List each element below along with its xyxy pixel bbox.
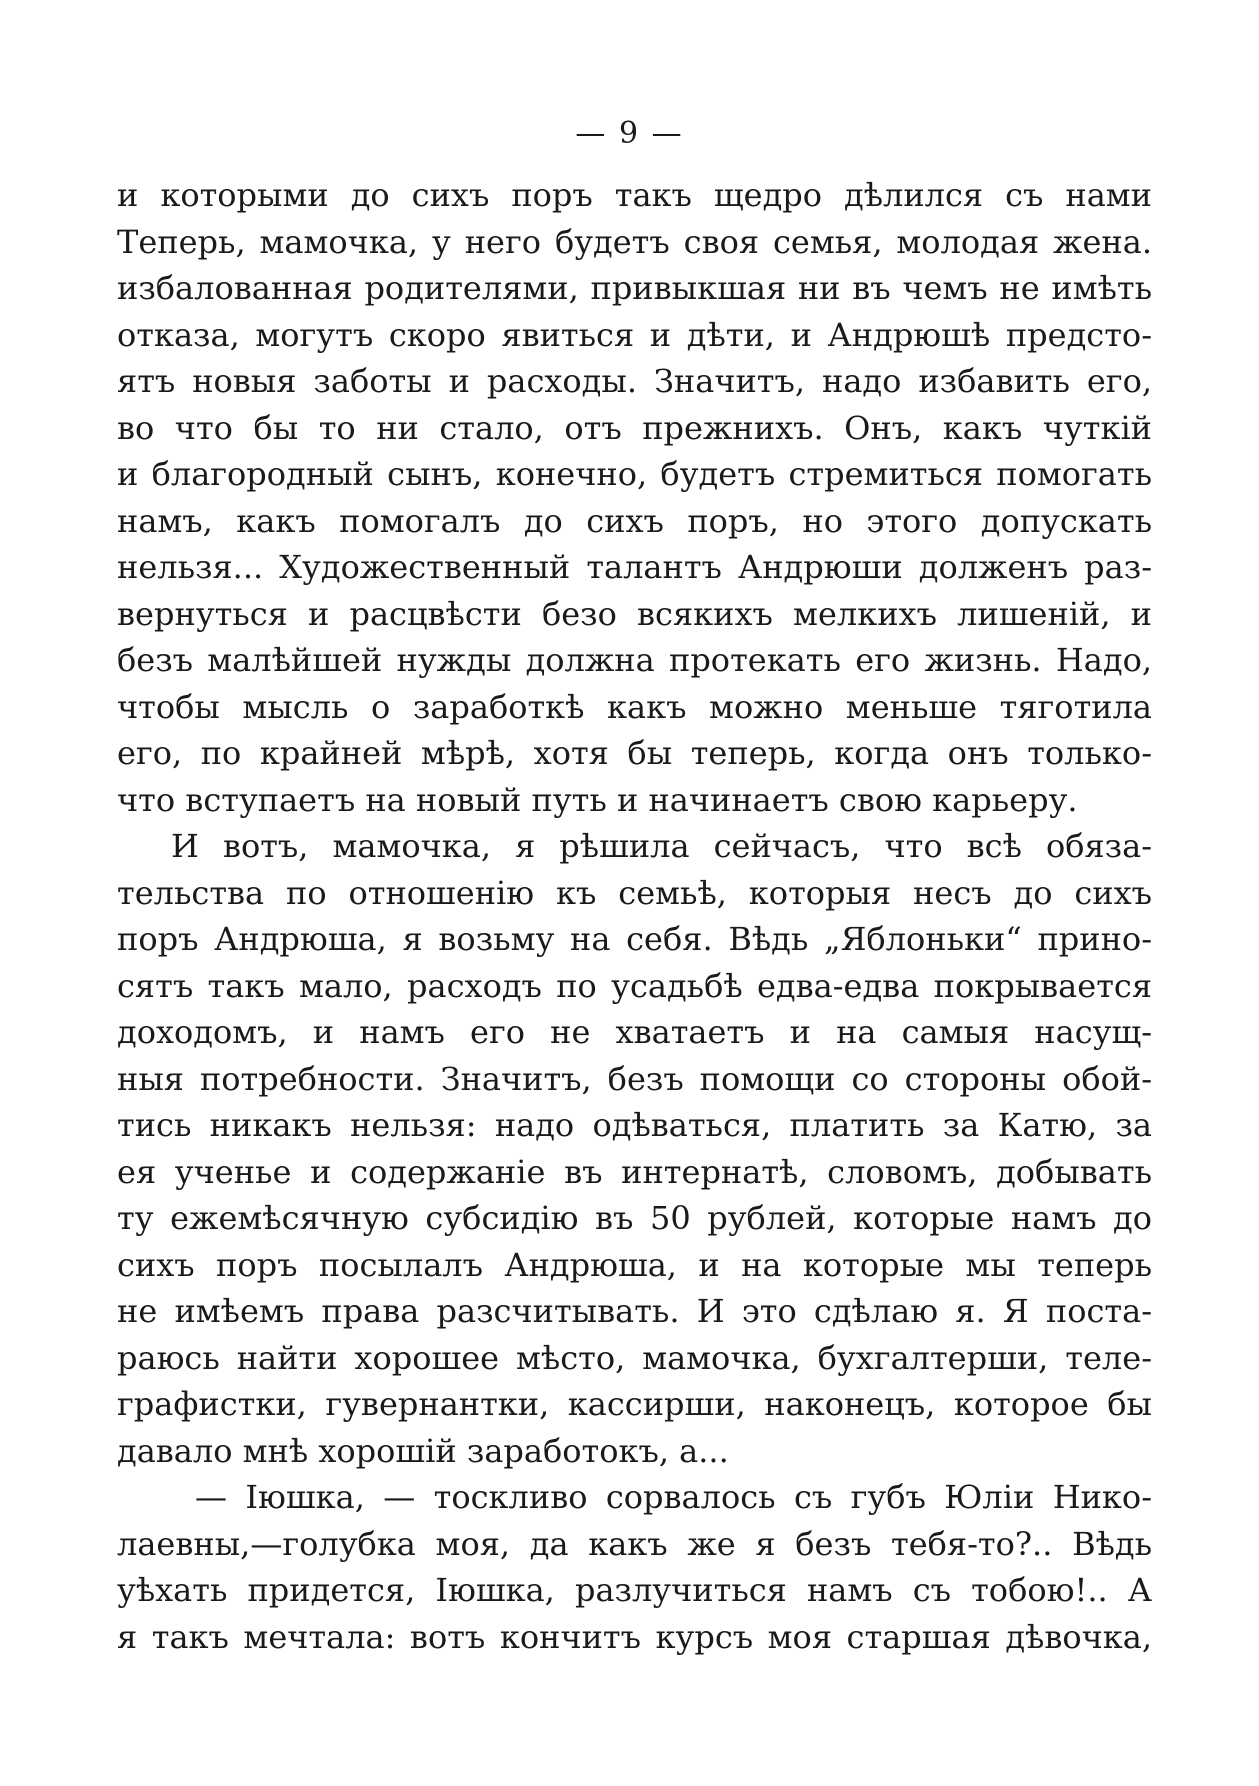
text-line: уѣхать придется, Іюшка, разлучиться намъ съ тобою!.. А <box>117 1571 1152 1609</box>
text-line: безъ малѣйшей нужды должна протекать его жизнь. Надо, <box>117 641 1152 679</box>
text-line: раюсь найти хорошее мѣсто, мамочка, бухгалтерши, теле- <box>117 1338 1152 1377</box>
text-line: намъ, какъ помогалъ до сихъ поръ, но этого допускать <box>117 501 1152 540</box>
text-line: сятъ такъ мало, расходъ по усадьбѣ едва-едва покрывается <box>117 966 1152 1005</box>
text-line: во что бы то ни стало, отъ прежнихъ. Онъ, какъ чуткій <box>117 408 1152 447</box>
text-line: графистки, гувернантки, кассирши, наконецъ, которое бы <box>117 1385 1152 1423</box>
text-line: отказа, могутъ скоро явиться и дѣти, и Андрюшѣ предсто- <box>117 315 1152 354</box>
text-line: давало мнѣ хорошій заработокъ, а... <box>117 1431 729 1470</box>
text-line: вернуться и расцвѣсти безо всякихъ мелкихъ лишеній, и <box>117 594 1152 633</box>
text-line: И вотъ, мамочка, я рѣшила сейчасъ, что всѣ обяза- <box>171 827 1152 865</box>
text-line: доходомъ, и намъ его не хватаетъ и на самыя насущ- <box>117 1013 1152 1051</box>
text-line: тись никакъ нельзя: надо одѣваться, платить за Катю, за <box>117 1106 1152 1144</box>
text-line: — Іюшка, — тоскливо сорвалось съ губъ Юліи Нико- <box>195 1478 1152 1516</box>
text-line: ныя потребности. Значитъ, безъ помощи со стороны обой- <box>117 1059 1152 1098</box>
text-line: ея ученье и содержаніе въ интернатѣ, словомъ, добывать <box>117 1152 1152 1191</box>
text-line: не имѣемъ права разсчитывать. И это сдѣлаю я. Я поста- <box>117 1292 1152 1330</box>
text-line: я такъ мечтала: вотъ кончитъ курсъ моя старшая дѣвочка, <box>117 1617 1152 1656</box>
text-line: ту ежемѣсячную субсидію въ 50 рублей, которые намъ до <box>117 1199 1152 1237</box>
text-line: и благородный сынъ, конечно, будетъ стремиться помогать <box>117 455 1152 493</box>
text-line: лаевны,—голубка моя, да какъ же я безъ тебя-то?.. Вѣдь <box>117 1524 1152 1563</box>
page-number: — 9 — <box>575 116 684 151</box>
text-line: тельства по отношенію къ семьѣ, которыя несъ до сихъ <box>117 873 1152 912</box>
text-line: и которыми до сихъ поръ такъ щедро дѣлился съ нами <box>117 176 1152 214</box>
text-line: поръ Андрюша, я возьму на себя. Вѣдь „Яблоньки“ прино- <box>117 920 1152 958</box>
body-text <box>117 172 1152 1660</box>
text-line: избалованная родителями, привыкшая ни въ чемъ не имѣть <box>117 269 1152 307</box>
text-line: что вступаетъ на новый путь и начинаетъ свою карьеру. <box>117 780 1078 819</box>
text-line: Теперь, мамочка, у него будетъ своя семья, молодая жена. <box>117 222 1152 261</box>
text-line: его, по крайней мѣрѣ, хотя бы теперь, когда онъ только- <box>117 734 1152 772</box>
text-line: ятъ новыя заботы и расходы. Значитъ, надо избавить его, <box>117 362 1152 400</box>
text-line: чтобы мысль о заработкѣ какъ можно меньше тяготила <box>117 687 1152 726</box>
text-line: сихъ поръ посылалъ Андрюша, и на которые мы теперь <box>117 1245 1152 1284</box>
text-line: нельзя... Художественный талантъ Андрюши долженъ раз- <box>117 548 1152 586</box>
